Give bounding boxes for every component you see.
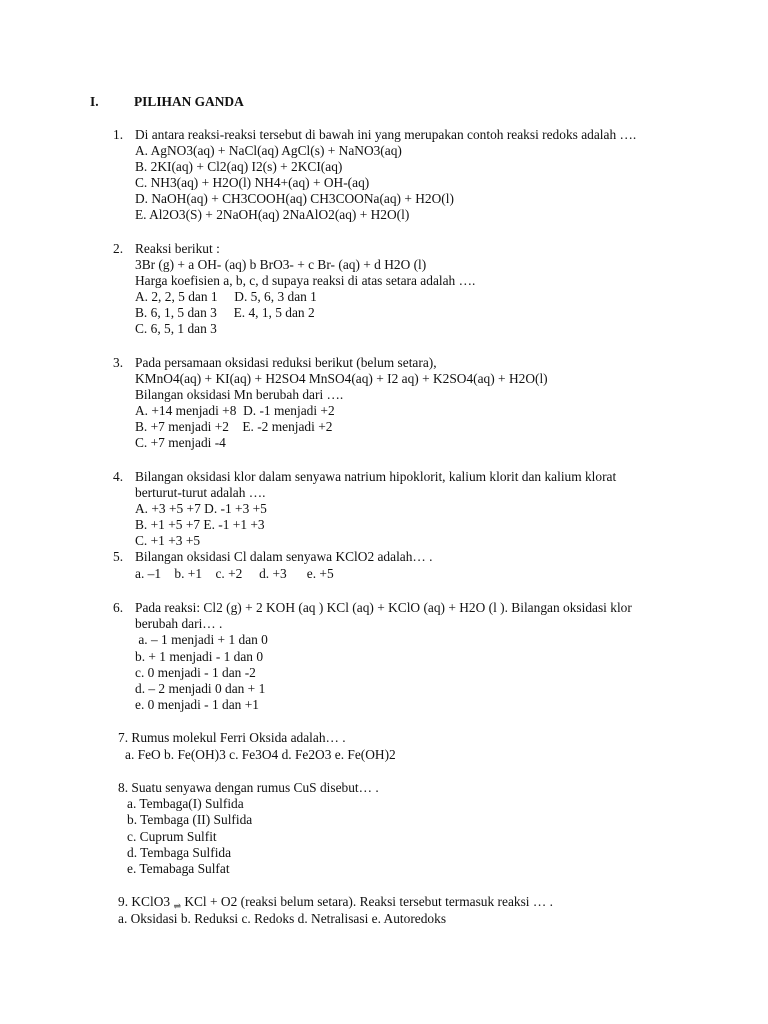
q1-option-e: E. Al2O3(S) + 2NaOH(aq) 2NaAlO2(aq) + H2O(l) (135, 207, 410, 222)
q5-options: a. –1 b. +1 c. +2 d. +3 e. +5 (135, 566, 334, 581)
q5-number: 5. (113, 549, 124, 564)
q3-option-line: C. +7 menjadi -4 (135, 435, 226, 450)
q3-line: KMnO4(aq) + KI(aq) + H2SO4 MnSO4(aq) + I2 aq) + K2SO4(aq) + H2O(l) (135, 371, 548, 386)
q2-option-line: B. 6, 1, 5 dan 3 E. 4, 1, 5 dan 2 (135, 305, 315, 320)
q6-option-c: c. 0 menjadi - 1 dan -2 (135, 665, 256, 680)
q3-option-line: A. +14 menjadi +8 D. -1 menjadi +2 (135, 403, 335, 418)
q4-line: Bilangan oksidasi klor dalam senyawa natrium hipoklorit, kalium klorit dan kalium klorat (135, 469, 617, 484)
q2-option-line: A. 2, 2, 5 dan 1 D. 5, 6, 3 dan 1 (135, 289, 317, 304)
q6-option-d: d. – 2 menjadi 0 dan + 1 (135, 681, 266, 696)
q3-option-line: B. +7 menjadi +2 E. -2 menjadi +2 (135, 419, 333, 434)
q4-line: berturut-turut adalah …. (135, 485, 266, 500)
q2-number: 2. (113, 241, 124, 256)
section-number: I. (90, 94, 99, 109)
q1-option-d: D. NaOH(aq) + CH3COOH(aq) CH3COONa(aq) + H2O(l) (135, 191, 454, 206)
q8-option-c: c. Cuprum Sulfit (127, 829, 217, 844)
q6-line: Pada reaksi: Cl2 (g) + 2 KOH (aq ) KCl (aq) + KClO (aq) + H2O (l ). Bilangan oksidasi klor (135, 600, 632, 615)
q6-option-b: b. + 1 menjadi - 1 dan 0 (135, 649, 264, 664)
q6-option-e: e. 0 menjadi - 1 dan +1 (135, 697, 259, 712)
q4-option-line: B. +1 +5 +7 E. -1 +1 +3 (135, 517, 265, 532)
section-title: PILIHAN GANDA (134, 94, 244, 109)
q8-option-b: b. Tembaga (II) Sulfida (127, 812, 253, 827)
q9-options: a. Oksidasi b. Reduksi c. Redoks d. Netralisasi e. Autoredoks (118, 911, 447, 926)
q1-number: 1. (113, 127, 124, 142)
q3-line: Pada persamaan oksidasi reduksi berikut (belum setara), (135, 355, 437, 370)
q8-stem: 8. Suatu senyawa dengan rumus CuS disebut… . (118, 780, 379, 795)
q3-number: 3. (113, 355, 124, 370)
q1-option-a: A. AgNO3(aq) + NaCl(aq) AgCl(s) + NaNO3(aq) (135, 143, 402, 158)
q7-stem: 7. Rumus molekul Ferri Oksida adalah… . (118, 730, 346, 745)
q9-reactant: 9. KClO3 (118, 894, 174, 909)
q2-line: Harga koefisien a, b, c, d supaya reaksi di atas setara adalah …. (135, 273, 476, 288)
q2-option-line: C. 6, 5, 1 dan 3 (135, 321, 217, 336)
q2-line: 3Br (g) + a OH- (aq) b BrO3- + c Br- (aq) + d H2O (l) (135, 257, 427, 272)
q1-option-b: B. 2KI(aq) + Cl2(aq) I2(s) + 2KCI(aq) (135, 159, 343, 174)
q8-option-d: d. Tembaga Sulfida (127, 845, 232, 860)
q9-products: KCl + O2 (reaksi belum setara). Reaksi tersebut termasuk reaksi … . (180, 894, 553, 909)
q1-option-c: C. NH3(aq) + H2O(l) NH4+(aq) + OH-(aq) (135, 175, 370, 190)
q4-option-line: C. +1 +3 +5 (135, 533, 201, 548)
q8-option-a: a. Tembaga(I) Sulfida (127, 796, 244, 811)
q7-options: a. FeO b. Fe(OH)3 c. Fe3O4 d. Fe2O3 e. Fe(OH)2 (125, 747, 396, 762)
q1-stem: Di antara reaksi-reaksi tersebut di bawah ini yang merupakan contoh reaksi redoks adalah …. (135, 127, 637, 142)
q6-line: berubah dari… . (135, 616, 223, 631)
q6-option-a: a. – 1 menjadi + 1 dan 0 (135, 632, 268, 647)
q4-number: 4. (113, 469, 124, 484)
q6-number: 6. (113, 600, 124, 615)
equilibrium-arrow-icon: ⇌ (173, 901, 181, 911)
q3-line: Bilangan oksidasi Mn berubah dari …. (135, 387, 344, 402)
q8-option-e: e. Temabaga Sulfat (127, 861, 230, 876)
q5-stem: Bilangan oksidasi Cl dalam senyawa KClO2 adalah… . (135, 549, 433, 564)
q4-option-line: A. +3 +5 +7 D. -1 +3 +5 (135, 501, 267, 516)
q2-line: Reaksi berikut : (135, 241, 220, 256)
